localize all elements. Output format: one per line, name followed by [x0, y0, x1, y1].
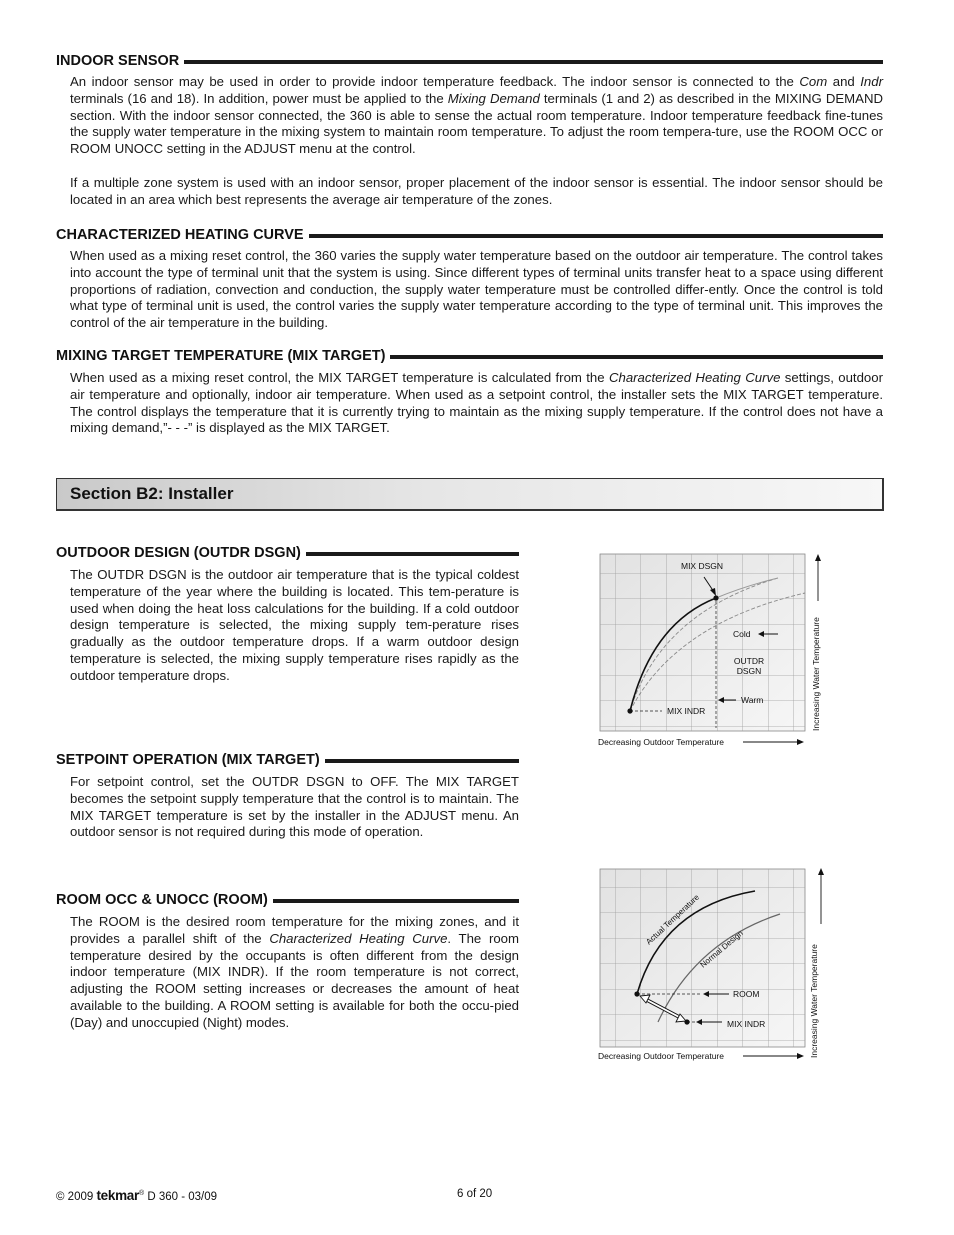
- outdoor-design-diagram: [590, 548, 830, 753]
- label-mix-dsgn: MIX DSGN: [680, 561, 724, 571]
- label-warm: Warm: [741, 695, 764, 705]
- label-mix-indr: MIX INDR: [667, 706, 706, 716]
- section-banner-title: Section B2: Installer: [70, 484, 234, 503]
- y-axis-label: Increasing Water Temperature: [811, 617, 821, 731]
- characterized-curve-paragraph: When used as a mixing reset control, the 360 varies the supply water temperature based on the outdoor air temperature. The control takes into account the type of terminal unit that the system is using. Since different types of terminal units transfer heat to a space using different proportions of radiation, convection and conduction, the supply water temperature must be controlled differ-ently. Once the control is told what type of terminal unit is used, the control varies the supply water temperature according to the type of terminal unit. This improves the control of the air temperature in the building.: [70, 248, 883, 331]
- tekmar-logo: tekmar: [96, 1188, 139, 1203]
- room-diagram-svg: [590, 862, 830, 1067]
- label-actual-temperature: Actual Temperature: [644, 892, 701, 947]
- x-axis-label: Decreasing Outdoor Temperature: [598, 1051, 724, 1061]
- outdoor-design-diagram-svg: [590, 548, 830, 753]
- footer-page-number: 6 of 20: [457, 1188, 493, 1200]
- room-occ-paragraph: The ROOM is the desired room temperature for the mixing zones, and it provides a parallel shift of the Characterized Heating Curve. The room temperature desired by the occupants is often different from the design indoor temperature (MIX INDR). If the room temperature is not correct, adjusting the ROOM setting increases or decreases the amount of heat available to the building. A ROOM setting is available for both the occu-pied (Day) and unoccupied (Night) modes.: [70, 914, 519, 1030]
- room-diagram: [590, 862, 830, 1067]
- y-axis-arrowhead: [818, 868, 824, 875]
- footer-copyright: © 2009: [56, 1191, 94, 1203]
- footer: [56, 1188, 217, 1203]
- section-banner: [56, 478, 884, 511]
- outdoor-design-heading: [56, 545, 519, 561]
- x-axis-label: Decreasing Outdoor Temperature: [598, 737, 724, 747]
- x-axis-arrowhead: [797, 739, 804, 745]
- heading-rule: [309, 234, 883, 238]
- heading-rule: [184, 60, 883, 64]
- room-occ-heading: [56, 892, 519, 908]
- label-room: ROOM: [733, 989, 760, 999]
- characterized-curve-title: CHARACTERIZED HEATING CURVE: [56, 227, 304, 243]
- indoor-sensor-title: INDOOR SENSOR: [56, 53, 180, 69]
- y-axis-arrowhead: [815, 554, 821, 561]
- label-outdr: OUTDR: [733, 656, 765, 666]
- setpoint-operation-paragraph: For setpoint control, set the OUTDR DSGN to OFF. The MIX TARGET becomes the setpoint supply temperature that the control is to maintain. The MIX TARGET temperature is set by the installer in the ADJUST menu. An outdoor sensor is not required during this mode of operation.: [70, 774, 519, 840]
- room-point: [634, 991, 639, 996]
- mix-target-title: MIXING TARGET TEMPERATURE (MIX TARGET): [56, 348, 386, 364]
- footer-doc-number: D 360 - 03/09: [147, 1191, 218, 1203]
- label-cold: Cold: [733, 629, 751, 639]
- y-axis-label: Increasing Water Temperature: [809, 944, 819, 1058]
- heading-rule: [390, 355, 883, 359]
- grid: [600, 554, 805, 731]
- indoor-sensor-heading: [56, 53, 883, 69]
- indoor-sensor-paragraph-2: If a multiple zone system is used with an indoor sensor, proper placement of the indoor sensor is essential. The indoor sensor should be located in an area which best represents the average air temperature of the zones.: [70, 175, 883, 207]
- heading-rule: [273, 899, 519, 903]
- mix-dsgn-point: [713, 595, 718, 600]
- setpoint-operation-heading: [56, 752, 519, 768]
- heading-rule: [306, 552, 519, 556]
- label-normal-design: Normal Design: [698, 928, 745, 970]
- setpoint-operation-title: SETPOINT OPERATION (MIX TARGET): [56, 752, 320, 768]
- mix-target-paragraph: When used as a mixing reset control, the MIX TARGET temperature is calculated from the Characterized Heating Curve settings, outdoor air temperature and optionally, indoor air temperature. When used as a setpoint control, the installer sets the MIX TARGET temperature. The control displays the temperature that it is currently trying to maintain as the mixing supply temperature. If the control does not have a mixing demand,”- - -” is displayed as the MIX TARGET.: [70, 370, 883, 436]
- label-dsgn: DSGN: [736, 666, 762, 676]
- mix-target-heading: [56, 348, 883, 364]
- outdoor-design-paragraph: The OUTDR DSGN is the outdoor air temperature that is the typical coldest temperature of the year where the building is located. This tem-perature is used when doing the heat loss calculations for the building. If a cold outdoor design temperature is selected, the mixing supply tem-perature rises gradually as the outdoor temperature drops. If a warm outdoor design temperature is selected, the mixing supply temperature rises rapidly as the outdoor temperature drops.: [70, 567, 519, 683]
- registered-mark: ®: [138, 1190, 145, 1198]
- label-mix-indr: MIX INDR: [727, 1019, 766, 1029]
- heading-rule: [325, 759, 519, 763]
- x-axis-arrowhead: [797, 1053, 804, 1059]
- room-occ-title: ROOM OCC & UNOCC (ROOM): [56, 892, 268, 908]
- characterized-curve-heading: [56, 227, 883, 243]
- outdoor-design-title: OUTDOOR DESIGN (OUTDR DSGN): [56, 545, 301, 561]
- indoor-sensor-paragraph-1: An indoor sensor may be used in order to provide indoor temperature feedback. The indoor sensor is connected to the Com and Indr terminals (16 and 18). In addition, power must be applied to the Mixing Demand terminals (1 and 2) as described in the MIXING DEMAND section. With the indoor sensor connected, the 360 is able to sense the actual room temperature. Indoor temperature feedback fine-tunes the supply water temperature in the mixing system to maintain room temperature. To adjust the room tempera-ture, use the ROOM OCC or ROOM UNOCC setting in the ADJUST menu at the control.: [70, 74, 883, 157]
- mix-indr-point: [627, 708, 632, 713]
